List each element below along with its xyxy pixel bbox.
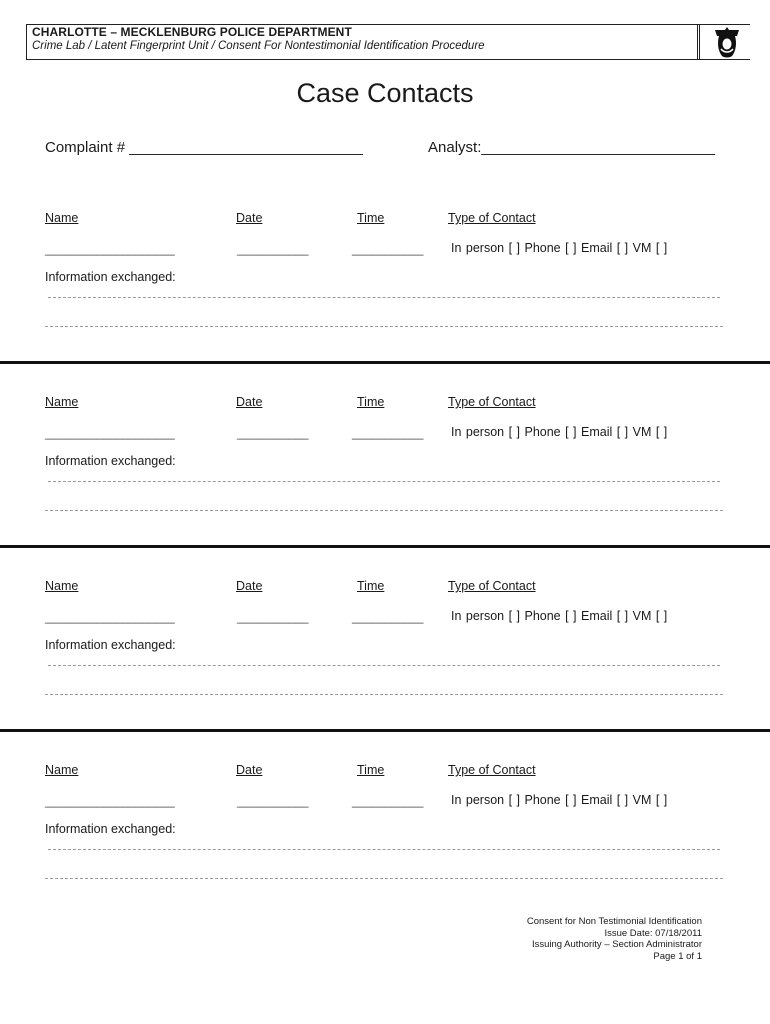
time-field[interactable]: ___________ xyxy=(352,794,424,808)
time-field[interactable]: ___________ xyxy=(352,242,424,256)
type-of-contact-label: Type of Contact xyxy=(448,579,536,593)
police-badge-icon xyxy=(712,27,742,61)
header-divider xyxy=(697,24,698,60)
info-line-2[interactable] xyxy=(45,326,723,327)
section-divider xyxy=(0,361,770,364)
name-label: Name xyxy=(45,395,79,409)
name-label: Name xyxy=(45,211,79,225)
time-label: Time xyxy=(357,763,385,777)
date-field[interactable]: ___________ xyxy=(237,242,309,256)
type-of-contact-label: Type of Contact xyxy=(448,395,536,409)
time-label: Time xyxy=(357,395,385,409)
contact-type-options[interactable]: In person [ ] Phone [ ] Email [ ] VM [ ] xyxy=(451,241,668,255)
time-label: Time xyxy=(357,579,385,593)
time-field[interactable]: ___________ xyxy=(352,610,424,624)
date-label: Date xyxy=(236,763,263,777)
page-title: Case Contacts xyxy=(296,78,474,108)
info-line-2[interactable] xyxy=(45,878,723,879)
date-label: Date xyxy=(236,579,263,593)
footer-issue-date: Issue Date: 07/18/2011 xyxy=(604,927,702,939)
complaint-number-field[interactable]: Complaint # ____________________________ xyxy=(45,139,363,156)
contact-type-options[interactable]: In person [ ] Phone [ ] Email [ ] VM [ ] xyxy=(451,609,668,623)
info-line-1[interactable] xyxy=(48,849,720,850)
info-line-2[interactable] xyxy=(45,510,723,511)
department-title: CHARLOTTE – MECKLENBURG POLICE DEPARTMENT xyxy=(32,25,352,39)
name-field[interactable]: ____________________ xyxy=(45,610,175,624)
date-field[interactable]: ___________ xyxy=(237,610,309,624)
info-line-1[interactable] xyxy=(48,297,720,298)
header-rule-top xyxy=(700,24,750,25)
type-of-contact-label: Type of Contact xyxy=(448,763,536,777)
footer-page-number: Page 1 of 1 xyxy=(653,950,702,962)
name-label: Name xyxy=(45,579,79,593)
date-label: Date xyxy=(236,211,263,225)
info-line-2[interactable] xyxy=(45,694,723,695)
info-exchanged-label: Information exchanged: xyxy=(45,822,176,836)
info-line-1[interactable] xyxy=(48,481,720,482)
document-footer xyxy=(527,916,702,962)
info-exchanged-label: Information exchanged: xyxy=(45,270,176,284)
section-divider xyxy=(0,729,770,732)
type-of-contact-label: Type of Contact xyxy=(448,211,536,225)
time-label: Time xyxy=(357,211,385,225)
info-exchanged-label: Information exchanged: xyxy=(45,638,176,652)
time-field[interactable]: ___________ xyxy=(352,426,424,440)
contact-type-options[interactable]: In person [ ] Phone [ ] Email [ ] VM [ ] xyxy=(451,793,668,807)
section-divider xyxy=(0,545,770,548)
footer-form-name: Consent for Non Testimonial Identification xyxy=(526,916,702,927)
department-subtitle: Crime Lab / Latent Fingerprint Unit / Consent For Nontestimonial Identification Procedure xyxy=(32,40,485,52)
name-field[interactable]: ____________________ xyxy=(45,242,175,256)
footer-authority: Issuing Authority – Section Administrator xyxy=(531,939,702,950)
name-label: Name xyxy=(45,763,79,777)
date-label: Date xyxy=(236,395,263,409)
name-field[interactable]: ____________________ xyxy=(45,426,175,440)
date-field[interactable]: ___________ xyxy=(237,426,309,440)
date-field[interactable]: ___________ xyxy=(237,794,309,808)
info-exchanged-label: Information exchanged: xyxy=(45,454,176,468)
name-field[interactable]: ____________________ xyxy=(45,794,175,808)
analyst-field[interactable]: Analyst:____________________________ xyxy=(428,139,715,156)
info-line-1[interactable] xyxy=(48,665,720,666)
contact-type-options[interactable]: In person [ ] Phone [ ] Email [ ] VM [ ] xyxy=(451,425,668,439)
